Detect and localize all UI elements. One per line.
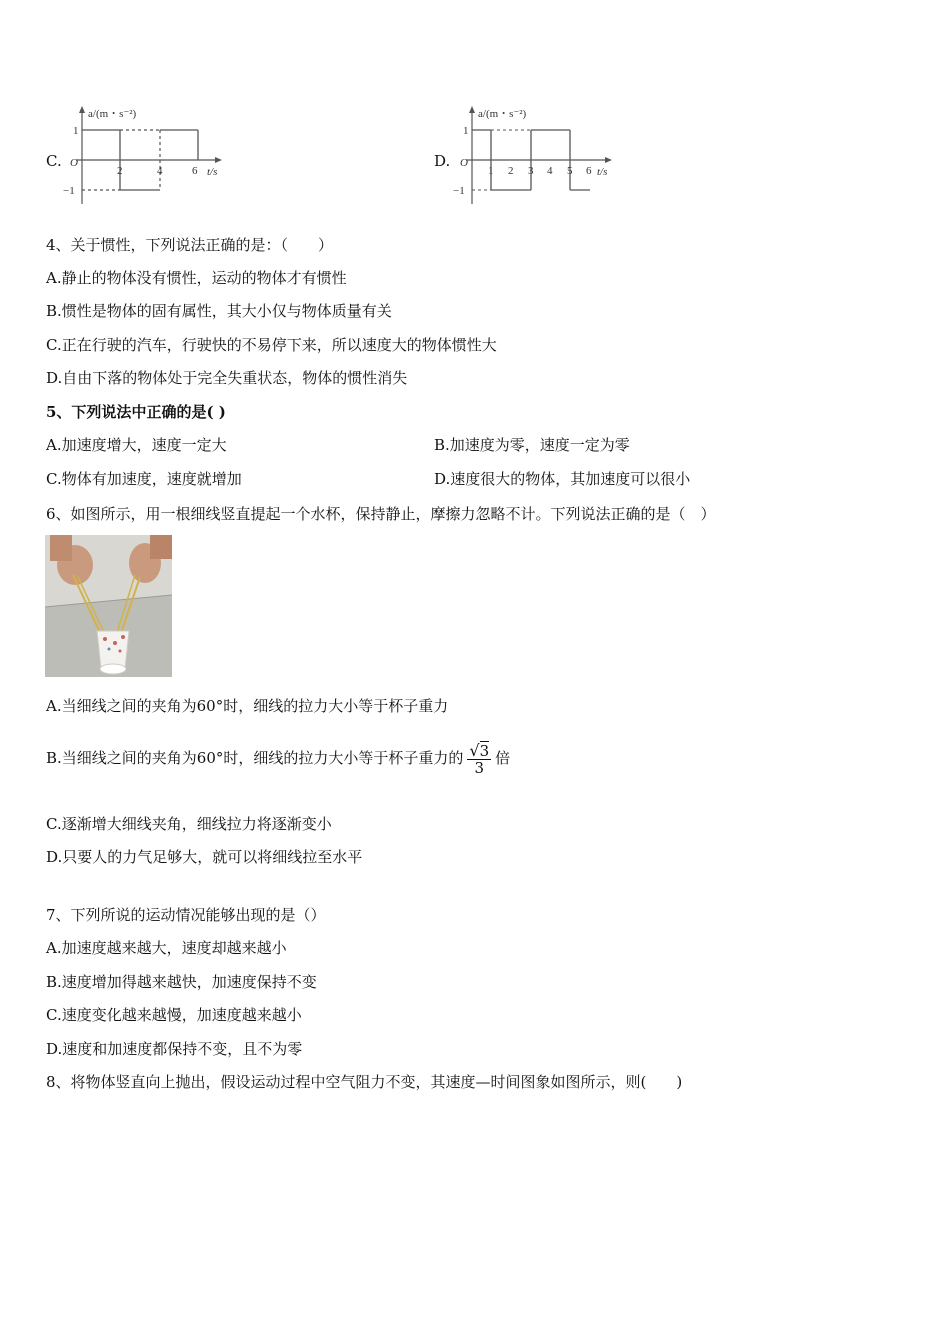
graph-d-y-pos: 1 xyxy=(463,125,469,137)
q6-option-b-suffix: 倍 xyxy=(495,749,511,767)
q6-option-a: A.当细线之间的夹角为60°时，细线的拉力大小等于杯子重力 xyxy=(46,697,449,715)
fraction-denominator: 3 xyxy=(474,758,485,777)
sqrt-symbol: √ xyxy=(469,740,480,760)
option-c-label: C. xyxy=(46,152,62,170)
q4-option-b: B.惯性是物体的固有属性，其大小仅与物体质量有关 xyxy=(46,302,392,320)
graph-c-origin: O xyxy=(70,157,78,169)
q8-stem: 8、将物体竖直向上抛出，假设运动过程中空气阻力不变，其速度—时间图象如图所示，则( ) xyxy=(46,1073,683,1091)
graph-c-tick: 4 xyxy=(157,165,163,177)
cup-photo xyxy=(45,535,172,677)
graph-d-y-neg: −1 xyxy=(453,185,465,197)
graph-d-tick: 2 xyxy=(508,165,514,177)
q7-stem: 7、下列所说的运动情况能够出现的是（） xyxy=(46,906,326,924)
graph-d-origin: O xyxy=(460,157,468,169)
q5-option-d: D.速度很大的物体，其加速度可以很小 xyxy=(434,470,691,488)
q5-option-c: C.物体有加速度，速度就增加 xyxy=(46,470,242,488)
q4-option-a: A.静止的物体没有惯性，运动的物体才有惯性 xyxy=(46,269,347,287)
q6-stem: 6、如图所示，用一根细线竖直提起一个水杯，保持静止，摩擦力忽略不计。下列说法正确的是（ ） xyxy=(46,505,716,523)
graph-c-y-neg: −1 xyxy=(63,185,75,197)
q6-option-b-text: B.当细线之间的夹角为60°时，细线的拉力大小等于杯子重力的 xyxy=(46,749,464,767)
graph-d-tick: 1 xyxy=(488,165,494,177)
q6-option-b xyxy=(46,732,510,784)
graph-d-tick: 6 xyxy=(586,165,592,177)
q4-option-c: C.正在行驶的汽车，行驶快的不易停下来，所以速度大的物体惯性大 xyxy=(46,336,497,354)
graph-option-c xyxy=(60,100,230,210)
q4-stem: 4、关于惯性，下列说法正确的是：（ ） xyxy=(46,236,334,254)
q5-stem: 5、下列说法中正确的是( ) xyxy=(46,403,226,421)
q5-option-b: B.加速度为零，速度一定为零 xyxy=(434,436,630,454)
q7-option-c: C.速度变化越来越慢，加速度越来越小 xyxy=(46,1006,302,1024)
fraction-numerator: 3 xyxy=(479,741,490,760)
graph-d-t-label: t/s xyxy=(597,166,608,178)
graph-c-tick: 6 xyxy=(192,165,198,177)
graph-c-t-label: t/s xyxy=(207,166,218,178)
graph-d-y-label: a/(m・s⁻²) xyxy=(478,108,527,120)
graph-c-tick: 2 xyxy=(117,165,123,177)
q7-option-d: D.速度和加速度都保持不变，且不为零 xyxy=(46,1040,303,1058)
graph-c-y-pos: 1 xyxy=(73,125,79,137)
graph-d-tick: 4 xyxy=(547,165,553,177)
q5-option-a: A.加速度增大，速度一定大 xyxy=(46,436,227,454)
graph-c-y-label: a/(m・s⁻²) xyxy=(88,108,137,120)
q6-option-d: D.只要人的力气足够大，就可以将细线拉至水平 xyxy=(46,848,363,866)
q4-option-d: D.自由下落的物体处于完全失重状态，物体的惯性消失 xyxy=(46,369,408,387)
q7-option-b: B.速度增加得越来越快，加速度保持不变 xyxy=(46,973,317,991)
sqrt3-over-3-fraction xyxy=(467,740,491,777)
q6-option-c: C.逐渐增大细线夹角，细线拉力将逐渐变小 xyxy=(46,815,332,833)
graph-d-tick: 3 xyxy=(528,165,534,177)
q7-option-a: A.加速度越来越大，速度却越来越小 xyxy=(46,939,287,957)
option-d-label: D. xyxy=(434,152,451,170)
graph-d-tick: 5 xyxy=(567,165,573,177)
graph-option-d xyxy=(450,100,620,210)
